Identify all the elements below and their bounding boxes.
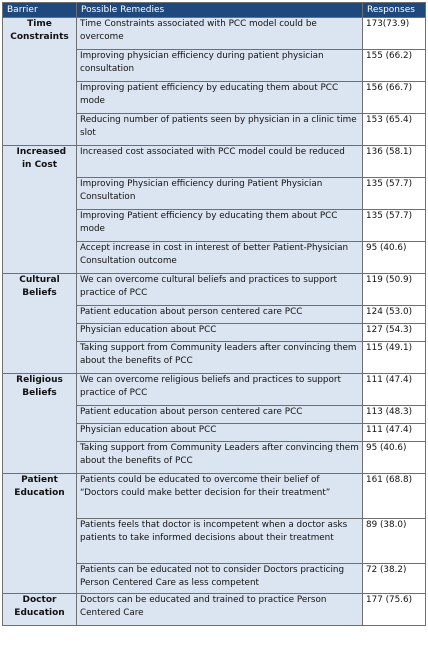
barrier-label: Religious Beliefs	[16, 375, 63, 398]
barrier-label: Patient Education	[14, 475, 65, 498]
response-cell: 95 (40.6)	[363, 442, 426, 474]
response-cell: 111 (47.4)	[363, 424, 426, 442]
response-cell: 127 (54.3)	[363, 324, 426, 342]
response-cell: 113 (48.3)	[363, 406, 426, 424]
remedy-cell: Patients can be educated not to consider Doctors practicing Person Centered Care as less competent	[77, 564, 363, 594]
response-cell: 161 (68.8)	[363, 474, 426, 519]
barrier-cell	[3, 594, 77, 626]
response-cell: 156 (66.7)	[363, 82, 426, 114]
remedy-cell: Patients feels that doctor is incompetent when a doctor asks patients to take informed decisions about their treatment	[77, 519, 363, 564]
response-cell: 89 (38.0)	[363, 519, 426, 564]
remedy-cell: Patients could be educated to overcome their belief of “Doctors could make better decision for their treatment”	[77, 474, 363, 519]
remedy-cell: Improving Patient efficiency by educating them about PCC mode	[77, 210, 363, 242]
response-cell: 115 (49.1)	[363, 342, 426, 374]
remedy-cell: Time Constraints associated with PCC model could be overcome	[77, 18, 363, 50]
barrier-cell	[3, 474, 77, 594]
remedy-cell: Accept increase in cost in interest of better Patient-Physician Consultation outcome	[77, 242, 363, 274]
remedy-cell: Improving physician efficiency during patient physician consultation	[77, 50, 363, 82]
remedy-cell: Taking support from Community Leaders after convincing them about the benefits of PCC	[77, 442, 363, 474]
table-row	[3, 146, 426, 178]
remedy-cell: Increased cost associated with PCC model could be reduced	[77, 146, 363, 178]
response-cell: 72 (38.2)	[363, 564, 426, 594]
response-cell: 135 (57.7)	[363, 210, 426, 242]
barrier-cell	[3, 146, 77, 274]
remedy-cell: Physician education about PCC	[77, 424, 363, 442]
response-cell: 136 (58.1)	[363, 146, 426, 178]
response-cell: 155 (66.2)	[363, 50, 426, 82]
response-cell: 95 (40.6)	[363, 242, 426, 274]
response-cell: 124 (53.0)	[363, 306, 426, 324]
header-barrier: Barrier	[3, 3, 77, 18]
response-cell: 135 (57.7)	[363, 178, 426, 210]
remedy-cell: We can overcome cultural beliefs and practices to support practice of PCC	[77, 274, 363, 306]
response-cell: 153 (65.4)	[363, 114, 426, 146]
header-responses: Responses	[363, 3, 426, 18]
remedy-cell: Reducing number of patients seen by physician in a clinic time slot	[77, 114, 363, 146]
table-row	[3, 474, 426, 519]
barrier-cell	[3, 274, 77, 374]
response-cell: 119 (50.9)	[363, 274, 426, 306]
barrier-label: Cultural Beliefs	[19, 275, 60, 298]
table-row	[3, 274, 426, 306]
response-cell: 177 (75.6)	[363, 594, 426, 626]
header-row	[3, 3, 426, 18]
remedy-cell: Patient education about person centered care PCC	[77, 306, 363, 324]
remedy-cell: Doctors can be educated and trained to practice Person Centered Care	[77, 594, 363, 626]
barrier-cell	[3, 18, 77, 146]
remedy-cell: We can overcome religious beliefs and practices to support practice of PCC	[77, 374, 363, 406]
table-row	[3, 18, 426, 50]
barrier-label: Doctor Education	[14, 595, 65, 618]
remedy-cell: Taking support from Community leaders after convincing them about the benefits of PCC	[77, 342, 363, 374]
barrier-label: Increased in Cost	[16, 147, 67, 170]
remedy-cell: Improving patient efficiency by educating them about PCC mode	[77, 82, 363, 114]
response-cell: 111 (47.4)	[363, 374, 426, 406]
remedy-cell: Improving Physician efficiency during Patient Physician Consultation	[77, 178, 363, 210]
remedy-cell: Patient education about person centered care PCC	[77, 406, 363, 424]
header-remedies: Possible Remedies	[77, 3, 363, 18]
response-cell: 173(73.9)	[363, 18, 426, 50]
remedy-cell: Physician education about PCC	[77, 324, 363, 342]
barrier-label: Time Constraints	[10, 19, 69, 42]
table-row	[3, 374, 426, 406]
barrier-cell	[3, 374, 77, 474]
remedies-table	[2, 2, 426, 626]
table-body	[3, 18, 426, 626]
table-row	[3, 594, 426, 626]
